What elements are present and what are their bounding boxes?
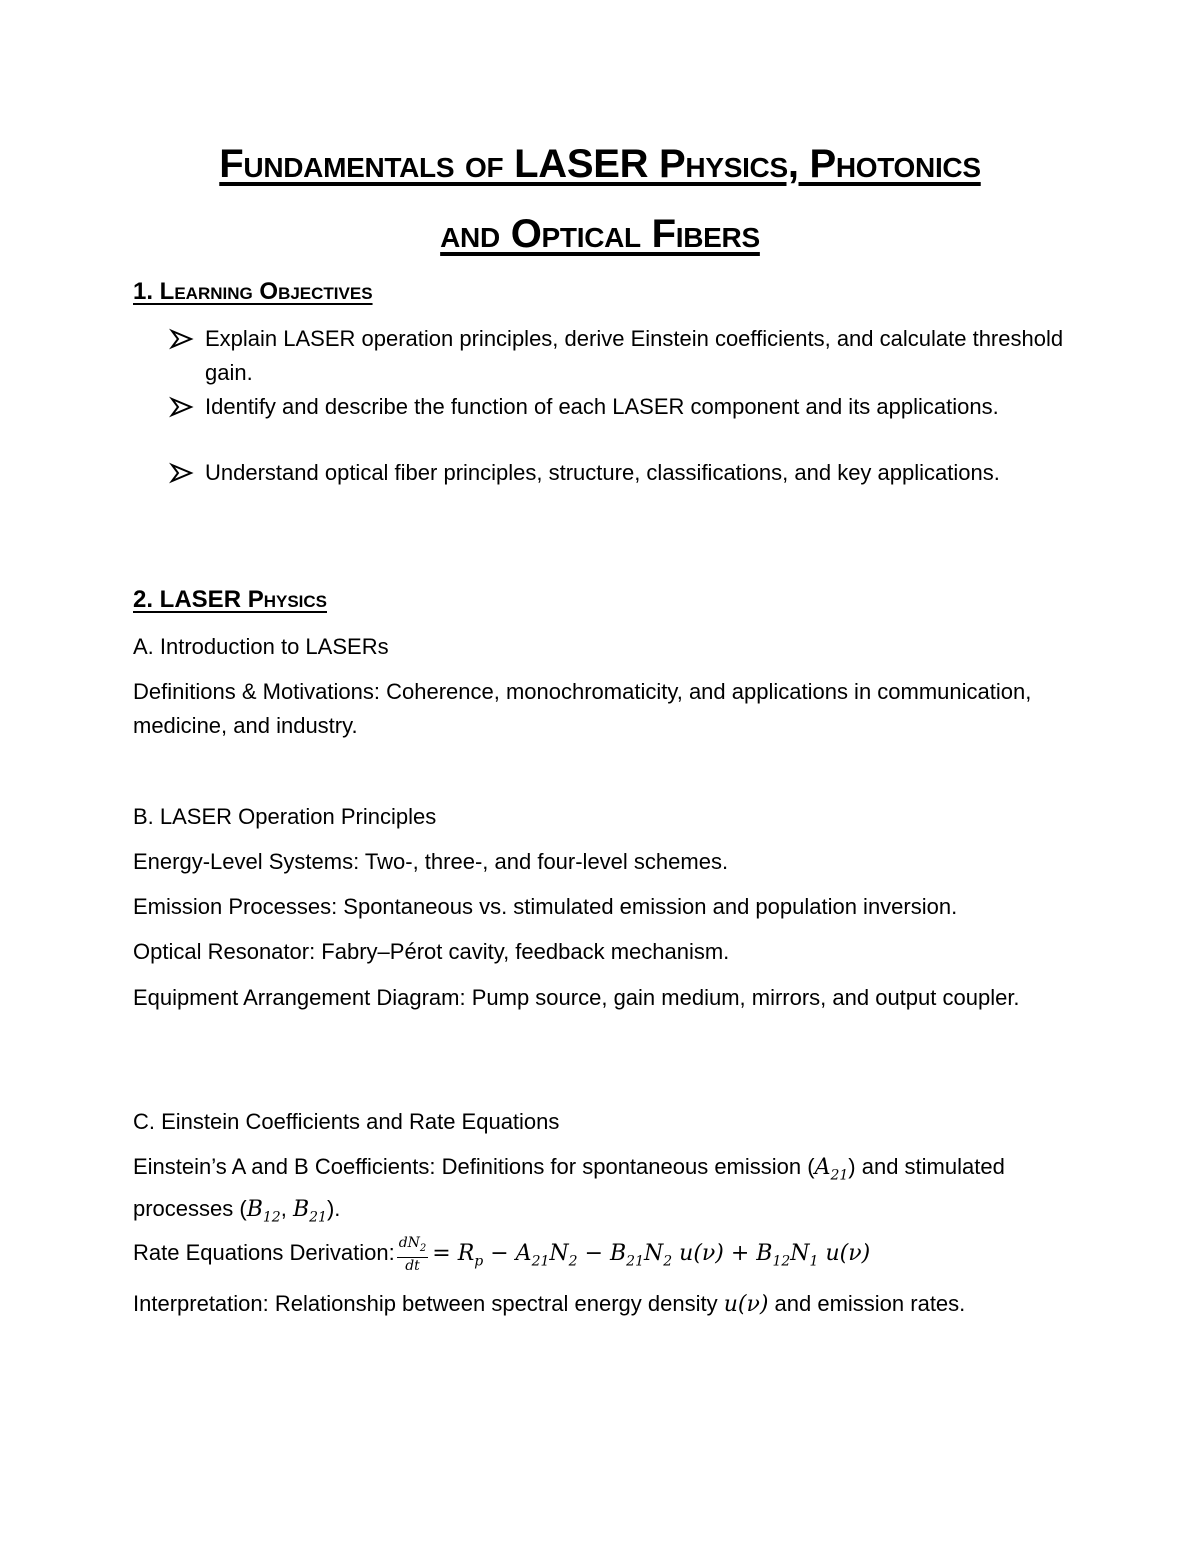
- document-title-line-1: Fundamentals of LASER Physics, Photonics: [219, 142, 981, 186]
- einstein-text: ).: [326, 1196, 341, 1222]
- coefficient-b12: $B_{12}$: [246, 1197, 281, 1226]
- subsection-heading-a: A. Introduction to LASERs: [133, 634, 389, 659]
- spectral-density-symbol: u(ν): [723, 1292, 769, 1317]
- einstein-text: Einstein’s A and B Coefficients: Definitions for spontaneous emission (: [133, 1154, 815, 1179]
- subsection-heading-b: B. LASER Operation Principles: [133, 804, 437, 829]
- coefficient-b21: $B_{21}$: [292, 1197, 327, 1226]
- arrow-bullet-icon: [169, 322, 195, 356]
- objective-text: Identify and describe the function of each LASER component and its applications.: [205, 394, 999, 419]
- principle-item: Energy-Level Systems: Two-, three-, and four-level schemes.: [133, 849, 729, 874]
- section-heading-laser-physics: 2. LASER Physics: [133, 586, 327, 613]
- subsection-heading-c: C. Einstein Coefficients and Rate Equations: [133, 1109, 560, 1134]
- arrow-bullet-icon: [169, 456, 195, 490]
- objective-text: Understand optical fiber principles, structure, classifications, and key applications.: [205, 460, 1000, 485]
- principle-item: Emission Processes: Spontaneous vs. stimulated emission and population inversion.: [133, 894, 958, 919]
- rate-equation-rhs: = $R_p - A_{21}N_2 - B_{21}N_2$ $u(\nu) + B_{12}N_1$ u(ν): [432, 1241, 871, 1270]
- section-heading-learning-objectives: 1. Learning Objectives: [133, 278, 373, 305]
- interpretation-paragraph: [133, 1287, 1073, 1322]
- intro-paragraph: Definitions & Motivations: Coherence, monochromaticity, and applications in communication, medicine, and industry.: [133, 679, 1032, 738]
- principle-item: Equipment Arrangement Diagram: Pump source, gain medium, mirrors, and output coupler.: [133, 985, 1020, 1010]
- rate-equation-line: [133, 1233, 1073, 1281]
- interpretation-text: Interpretation: Relationship between spectral energy density: [133, 1291, 724, 1316]
- interpretation-text: and emission rates.: [768, 1291, 966, 1316]
- objective-bullet: [169, 322, 1069, 390]
- rate-equation-label: Rate Equations Derivation:: [133, 1240, 395, 1265]
- rate-equation-fraction: $\frac{dN_2}{dt}$: [398, 1234, 427, 1274]
- objective-text: Explain LASER operation principles, derive Einstein coefficients, and calculate threshold gain.: [205, 326, 1064, 385]
- einstein-text: ,: [280, 1196, 293, 1222]
- coefficient-a21: $A_{21}$: [814, 1155, 849, 1184]
- einstein-coefficients-paragraph: [133, 1150, 1073, 1235]
- principle-item: Optical Resonator: Fabry–Pérot cavity, feedback mechanism.: [133, 939, 730, 964]
- arrow-bullet-icon: [169, 390, 195, 424]
- einstein-text: ) and stimulated processes (: [133, 1154, 1005, 1222]
- objective-bullet: [169, 390, 1069, 458]
- document-title-line-2: and Optical Fibers: [440, 212, 760, 256]
- objective-bullet: [169, 456, 1069, 524]
